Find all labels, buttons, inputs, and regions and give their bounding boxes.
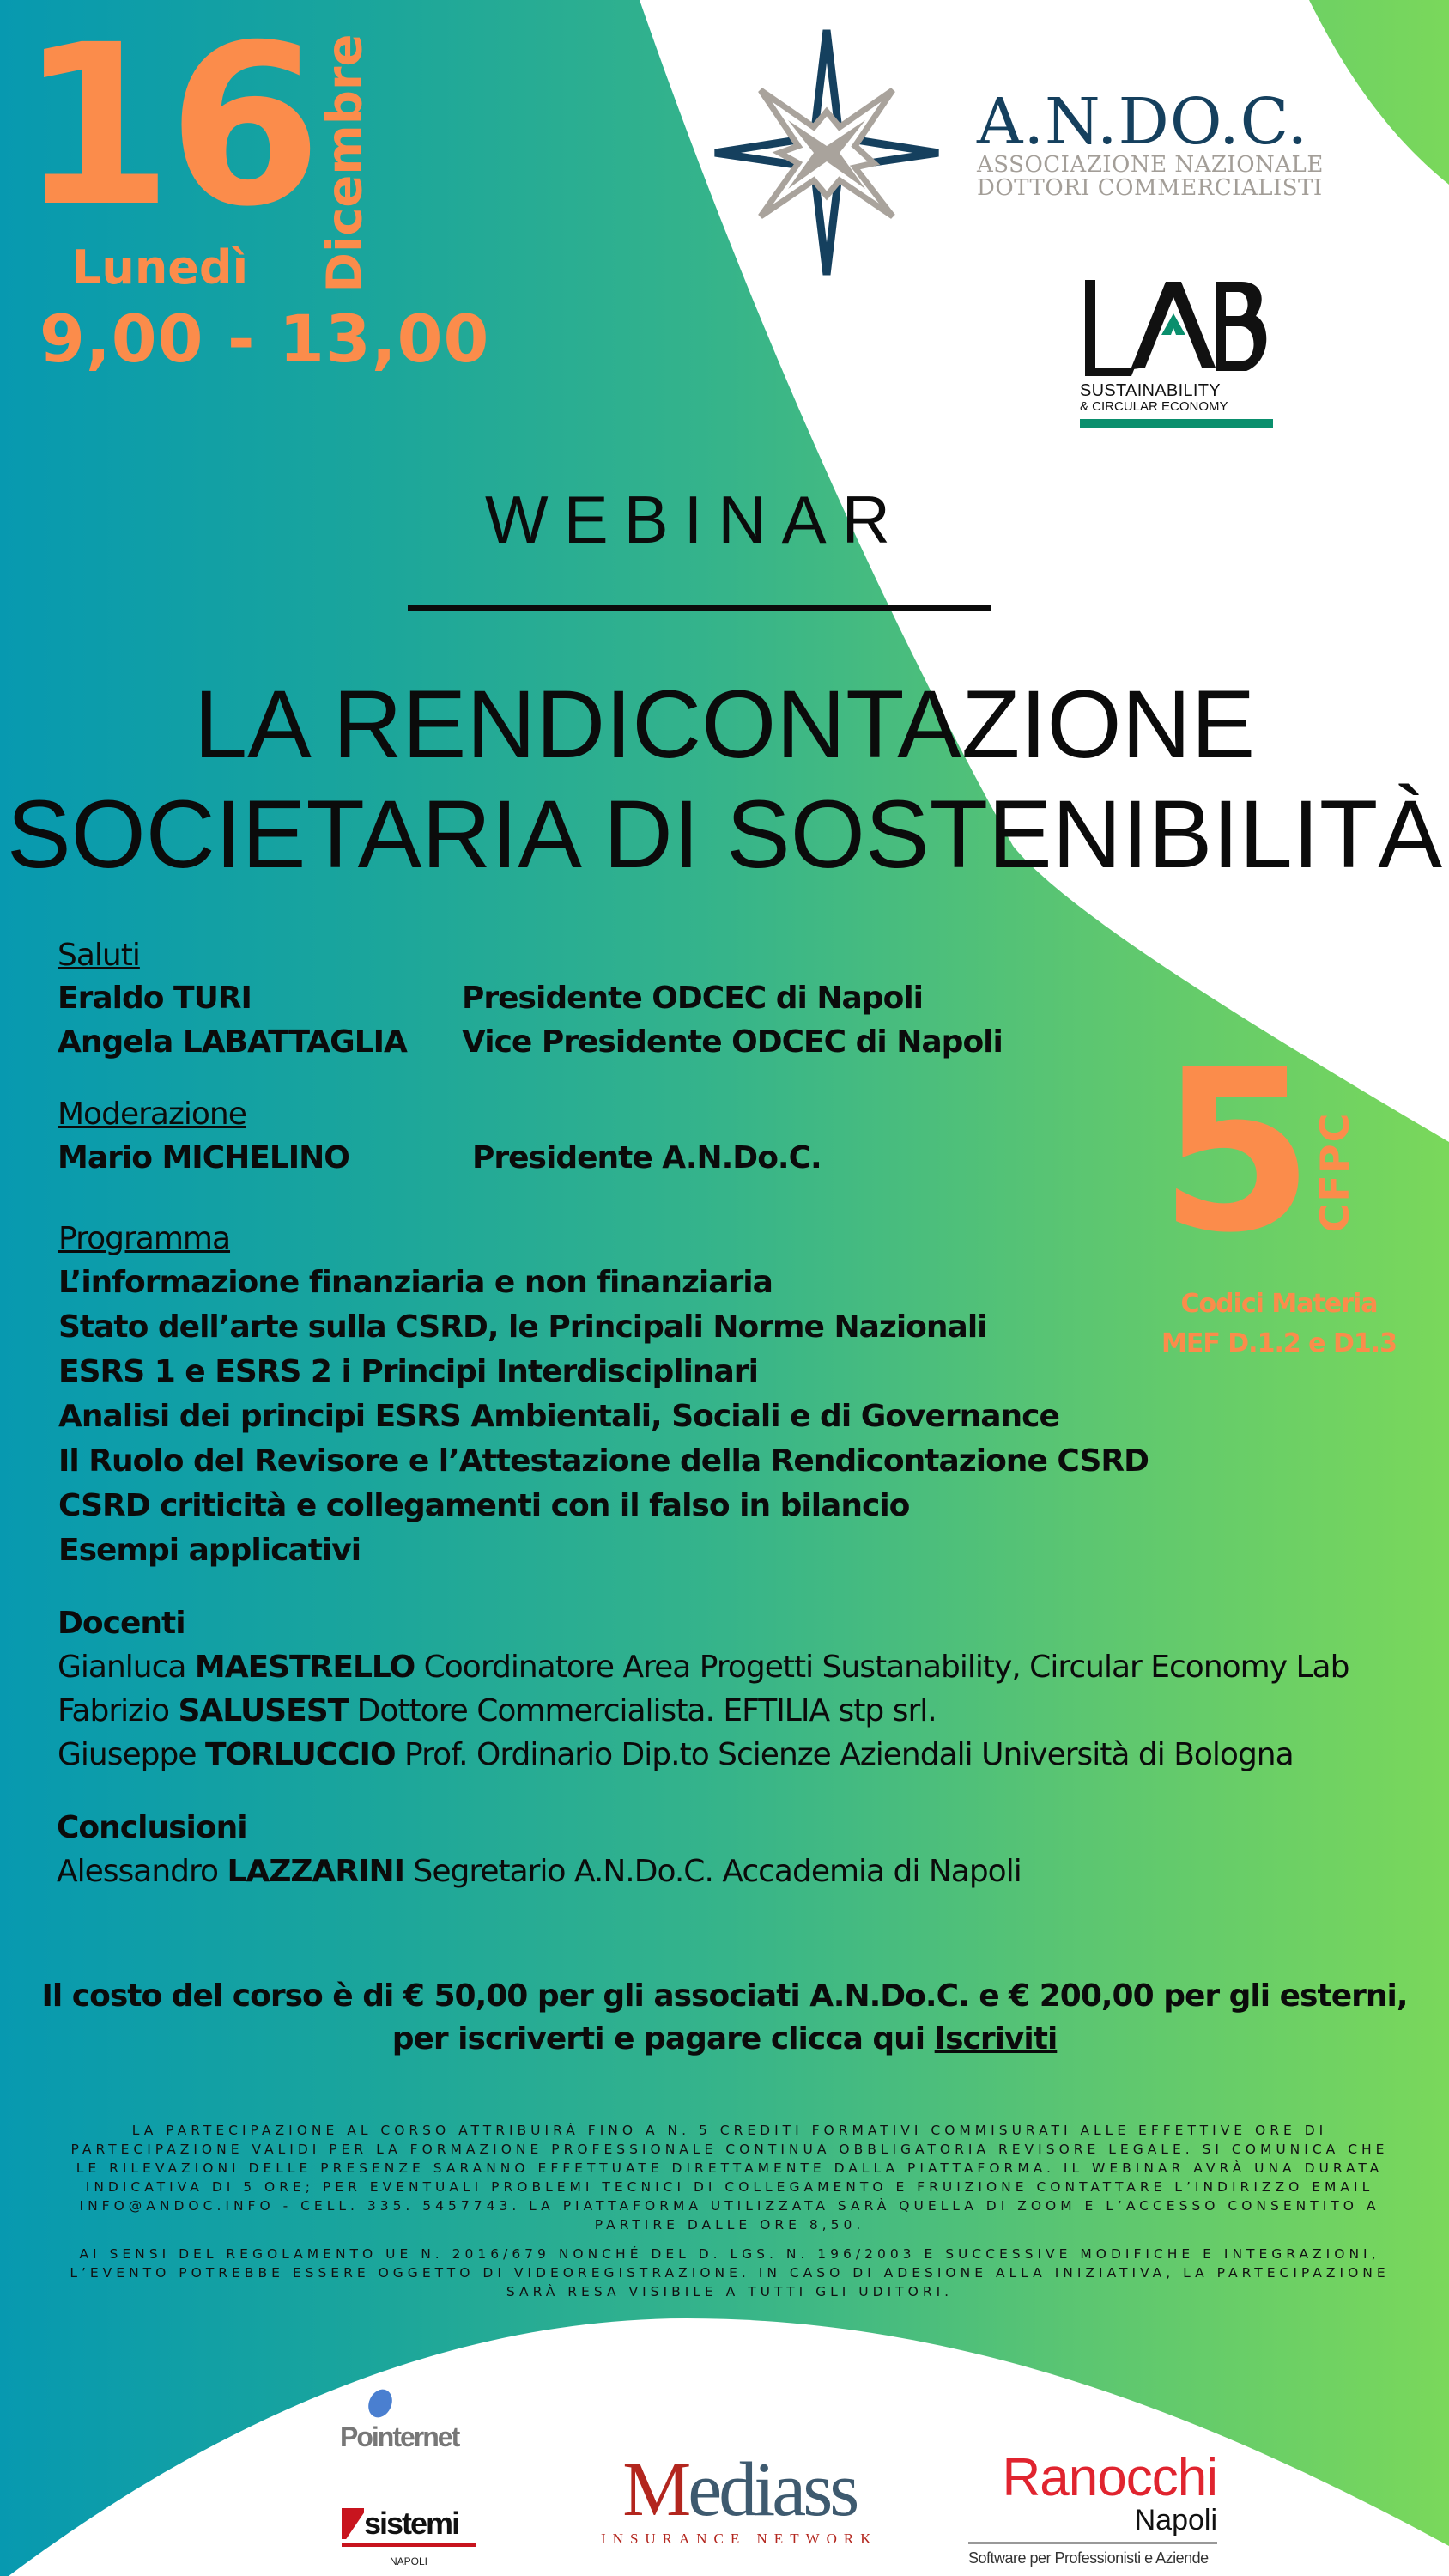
docente-row <box>58 1737 1294 1772</box>
saluti-label: Saluti <box>58 938 140 973</box>
credits-unit-label: CFPC <box>1312 1111 1358 1233</box>
cost-line-2-text: per iscriverti e pagare clicca qui <box>391 2021 935 2057</box>
webinar-label: WEBINAR <box>484 482 906 557</box>
sistemi-logo-bar <box>342 2543 476 2547</box>
lab-logo <box>1080 275 1273 428</box>
mediass-logo-subtitle: INSURANCE NETWORK <box>601 2530 878 2547</box>
pointernet-logo <box>340 2421 458 2453</box>
event-month-label: Dicembre <box>317 33 373 293</box>
programma-item: ESRS 1 e ESRS 2 i Principi Interdisciplinari <box>58 1354 758 1389</box>
moderazione-name-1: Mario MICHELINO <box>58 1140 349 1176</box>
page-title <box>0 670 1449 890</box>
credits-unit <box>1313 1108 1356 1236</box>
ranocchi-logo-city: Napoli <box>1134 2504 1217 2537</box>
credits-codes-line-2: MEF D.1.2 e D1.3 <box>1161 1328 1397 1358</box>
programma-item: Esempi applicativi <box>58 1533 361 1568</box>
cost-line-2 <box>0 2018 1449 2061</box>
andoc-logo-subtitle-1: ASSOCIAZIONE NAZIONALE <box>977 152 1324 178</box>
register-link[interactable]: Iscriviti <box>934 2021 1058 2057</box>
andoc-logo-subtitle-2: DOTTORI COMMERCIALISTI <box>977 175 1323 202</box>
sistemi-logo <box>342 2506 476 2567</box>
programma-label: Programma <box>58 1221 231 1256</box>
fine-print-credits: LA PARTECIPAZIONE AL CORSO ATTRIBUIRÀ FINO A N. 5 CREDITI FORMATIVI COMMISURATI ALLE EFFETTIVE ORE DI PARTECIPAZIONE VALIDI PER LA FORMAZIONE PROFESSIONALE CONTINUA OBBLIGATORIA REVISORE LEGALE. SI COMUNICA CHE LE RILEVAZIONI DELLE PRESENZE SARANNO EFFETTUATE DIRETTAMENTE DALLA PIATTAFORMA. IL WEBINAR AVRÀ UNA DURATA INDICATIVA DI 5 ORE; PER EVENTUALI PROBLEMI TECNICI DI COLLEGAMENTO E FRUIZIONE CONTATTARE L’INDIRIZZO EMAIL INFO@ANDOC.INFO - CELL. 335. 5457743. LA PIATTAFORMA UTILIZZATA SARÀ QUELLA DI ZOOM E L’ACCESSO CONSENTITO A PARTIRE DALLE ORE 8,50. <box>70 2123 1389 2233</box>
credits-codes <box>1150 1285 1408 1364</box>
ranocchi-logo <box>968 2448 1217 2567</box>
event-hours: 9,00 - 13,00 <box>39 301 490 377</box>
saluti-role-2: Vice Presidente ODCEC di Napoli <box>462 1024 1003 1060</box>
ranocchi-logo-bar <box>968 2542 1217 2544</box>
saluti-role-1: Presidente ODCEC di Napoli <box>462 981 923 1016</box>
sistemi-logo-city: NAPOLI <box>389 2555 427 2567</box>
programma-item: Analisi dei principi ESRS Ambientali, Sociali e di Governance <box>58 1399 1059 1434</box>
conclusioni-last-name: LAZZARINI <box>227 1854 405 1889</box>
conclusioni-row <box>57 1854 1022 1889</box>
lab-logo-subtitle-2: & CIRCULAR ECONOMY <box>1080 399 1228 414</box>
pointernet-logo-text: Pointernet <box>340 2421 459 2452</box>
docente-first-name: Gianluca <box>58 1649 186 1685</box>
page-title-line-2: SOCIETARIA DI SOSTENIBILITÀ <box>6 781 1443 888</box>
page-title-line-1: LA RENDICONTAZIONE <box>193 671 1256 778</box>
event-month <box>319 34 371 292</box>
programma-item: CSRD criticità e collegamenti con il falso in bilancio <box>58 1488 910 1523</box>
docente-row <box>58 1649 1349 1685</box>
fine-print-privacy: AI SENSI DEL REGOLAMENTO UE N. 2016/679 NONCHÉ DEL D. LGS. N. 196/2003 E SUCCESSIVE MODIFICHE E INTEGRAZIONI, L’EVENTO POTREBBE ESSERE OGGETTO DI VIDEOREGISTRAZIONE. IN CASO DI ADESIONE ALLA INIZIATIVA, LA PARTECIPAZIONE SARÀ RESA VISIBILE A TUTTI GLI UDITORI. <box>70 2246 1390 2300</box>
mediass-logo <box>601 2447 878 2548</box>
programma-item: L’informazione finanziaria e non finanziaria <box>58 1265 773 1300</box>
moderazione-role-1: Presidente A.N.Do.C. <box>472 1140 822 1176</box>
header-divider <box>408 605 991 611</box>
docente-last-name: MAESTRELLO <box>194 1649 415 1685</box>
docente-last-name: SALUSEST <box>178 1693 349 1728</box>
compass-star-icon <box>711 26 943 279</box>
mediass-logo-initial: M <box>622 2447 688 2532</box>
conclusioni-label: Conclusioni <box>57 1810 247 1845</box>
ranocchi-logo-text: Ranocchi <box>1002 2448 1217 2507</box>
moderazione-label: Moderazione <box>58 1097 246 1132</box>
programma-item: Il Ruolo del Revisore e l’Attestazione della Rendicontazione CSRD <box>58 1443 1149 1479</box>
lab-logo-bar <box>1080 419 1273 428</box>
cost-line-1: Il costo del corso è di € 50,00 per gli associati A.N.Do.C. e € 200,00 per gli esterni, <box>41 1978 1408 2014</box>
lab-logo-mark <box>1080 275 1273 378</box>
mediass-logo-text <box>601 2447 878 2532</box>
andoc-logo <box>977 85 1324 202</box>
conclusioni-role: Segretario A.N.Do.C. Accademia di Napoli <box>413 1854 1022 1889</box>
saluti-name-2: Angela LABATTAGLIA <box>58 1024 407 1060</box>
ranocchi-logo-subtitle: Software per Professionisti e Aziende <box>968 2549 1209 2567</box>
event-day-number: 16 <box>19 0 318 255</box>
credits-codes-line-1: Codici Materia <box>1180 1289 1378 1319</box>
docente-role: Coordinatore Area Progetti Sustanability, Circular Economy Lab <box>423 1649 1349 1685</box>
docente-role: Prof. Ordinario Dip.to Scienze Aziendali Università di Bologna <box>404 1737 1294 1772</box>
mediass-logo-rest: ediass <box>688 2447 857 2532</box>
docente-first-name: Fabrizio <box>58 1693 170 1728</box>
docenti-label: Docenti <box>58 1606 185 1641</box>
docente-first-name: Giuseppe <box>58 1737 197 1772</box>
cost-info <box>0 1975 1449 2061</box>
docente-role: Dottore Commercialista. EFTILIA stp srl. <box>356 1693 937 1728</box>
sistemi-mark-icon <box>342 2508 364 2539</box>
programma-item: Stato dell’arte sulla CSRD, le Principali Norme Nazionali <box>58 1309 987 1345</box>
docente-last-name: TORLUCCIO <box>204 1737 396 1772</box>
andoc-logo-name: A.N.DO.C. <box>977 85 1309 159</box>
conclusioni-first-name: Alessandro <box>57 1854 219 1889</box>
lab-logo-subtitle-1: SUSTAINABILITY <box>1080 381 1221 400</box>
saluti-name-1: Eraldo TURI <box>58 981 252 1016</box>
event-weekday: Lunedì <box>72 240 249 295</box>
credits-number: 5 <box>1159 1023 1314 1282</box>
docente-row <box>58 1693 937 1728</box>
sistemi-logo-text: sistemi <box>364 2506 459 2541</box>
